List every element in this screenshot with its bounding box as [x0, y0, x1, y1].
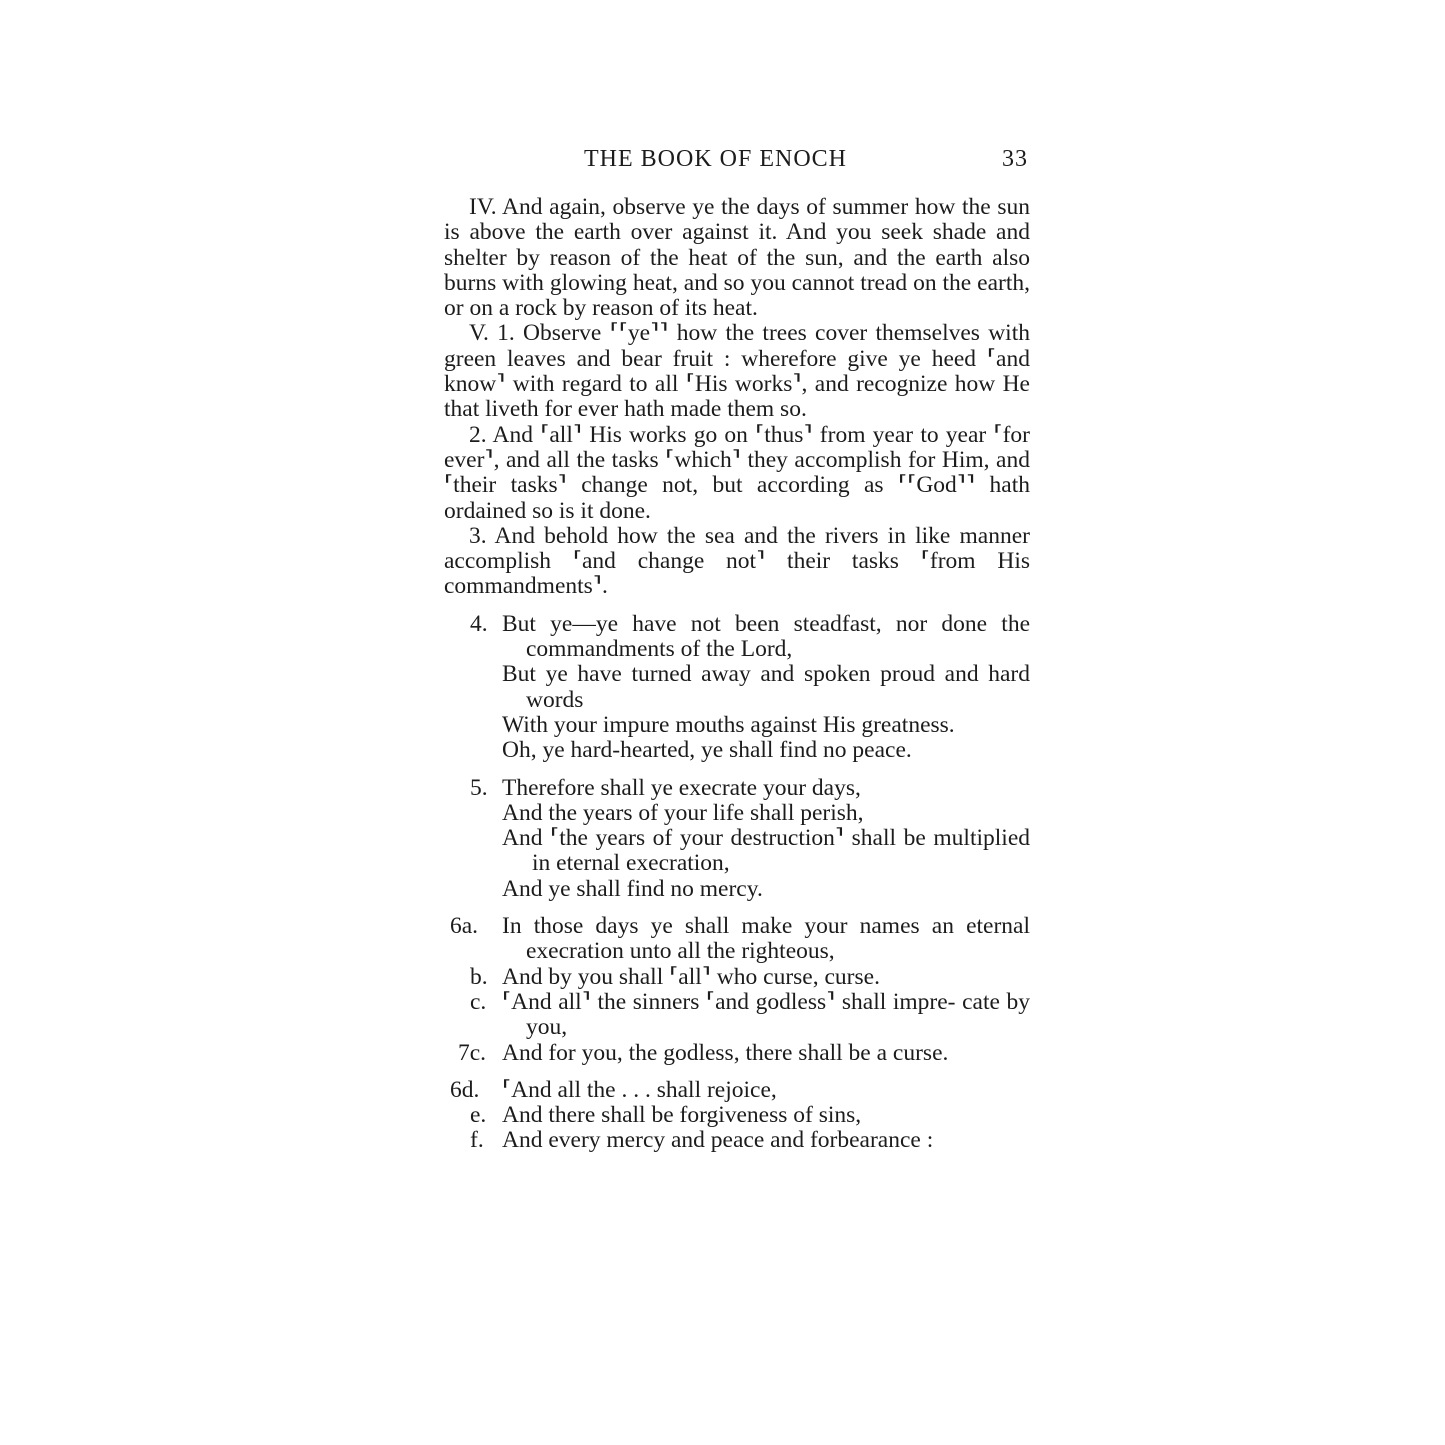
verse-number: c. [470, 988, 487, 1015]
paragraph-v-3: 3. And behold how the sea and the rivers in like manner accomplish ⸢and change not⸣ their tasks ⸢from His commandments⸣. [444, 522, 1030, 600]
paragraph-v-1: V. 1. Observe ⸢⸢ye⸣⸣ how the trees cover themselves with green leaves and bear fruit : wherefore give ye heed ⸢and know⸣ with regard to all ⸢His works⸣, and recognize how He that liveth for ever hath made them so. [444, 320, 1030, 423]
stanza-6d [444, 1078, 1030, 1154]
running-header [444, 140, 1030, 180]
verse-line: And every mercy and peace and forbearance : [502, 1127, 934, 1154]
stanza-6a [444, 914, 1030, 1066]
stanza-line [444, 1128, 1030, 1153]
page-number: 33 [1002, 146, 1028, 172]
book-page [444, 140, 1030, 1154]
verse-number: 6a. [450, 913, 479, 940]
stanza-line [444, 990, 1030, 1041]
verse-number: 7c. [458, 1039, 487, 1066]
verse-number: f. [470, 1127, 484, 1154]
verse-line: And by you shall ⸢all⸣ who curse, curse. [502, 963, 880, 990]
stanza-line [444, 1078, 1030, 1103]
verse-number: 5. [470, 774, 488, 801]
verse-number: 6d. [450, 1076, 480, 1103]
verse-line: And there shall be forgiveness of sins, [502, 1102, 862, 1129]
verse-number: 4. [470, 610, 488, 637]
verse-line: ⸢And all the . . . shall rejoice, [502, 1076, 777, 1103]
paragraph-v-2: 2. And ⸢all⸣ His works go on ⸢thus⸣ from year to year ⸢for ever⸣, and all the tasks ⸢which⸣ they accomplish for Him, and ⸢their tasks⸣ change not, but according as ⸢⸢God⸣⸣ hath ordained so is it done. [444, 421, 1030, 524]
verse-line: And ye shall find no mercy. [502, 875, 763, 902]
verse-line: Therefore shall ye execrate your days, [502, 774, 861, 801]
stanza-line [444, 914, 1030, 965]
verse-line: And the years of your life shall perish, [502, 799, 864, 826]
stanza-5 [444, 776, 1030, 902]
stanza-line [444, 1041, 1030, 1066]
verse-line: And for you, the godless, there shall be a curse. [502, 1039, 949, 1066]
verse-line: And ⸢the years of your destruction⸣ shall be multiplied in eternal execration, [502, 825, 1030, 877]
stanza-line [444, 776, 1030, 801]
stanza-line [444, 965, 1030, 990]
paragraph-iv: IV. And again, observe ye the days of summer how the sun is above the earth over against it. And you seek shade and shelter by reason of the heat of the sun, and the earth also burns with glowing heat, and so you cannot tread on the earth, or on a rock by reason of its heat. [444, 194, 1030, 322]
verse-line: In those days ye shall make your names an eternal execration unto all the righteous, [502, 913, 1030, 965]
verse-number: e. [470, 1102, 487, 1129]
book-title: THE BOOK OF ENOCH [584, 146, 847, 172]
stanza-line [444, 612, 1030, 663]
verse-line: ⸢And all⸣ the sinners ⸢and godless⸣ shall impre- cate by you, [502, 988, 1030, 1041]
stanza-line [444, 1103, 1030, 1128]
body-text [444, 195, 1030, 1154]
verse-number: b. [470, 963, 488, 990]
stanza-4 [444, 612, 1030, 764]
verse-line: With your impure mouths against His greatness. [502, 711, 955, 738]
verse-line: Oh, ye hard-hearted, ye shall find no peace. [502, 737, 912, 764]
verse-line: But ye have turned away and spoken proud and hard words [502, 661, 1030, 713]
verse-line: But ye—ye have not been steadfast, nor done the commandments of the Lord, [502, 610, 1030, 663]
